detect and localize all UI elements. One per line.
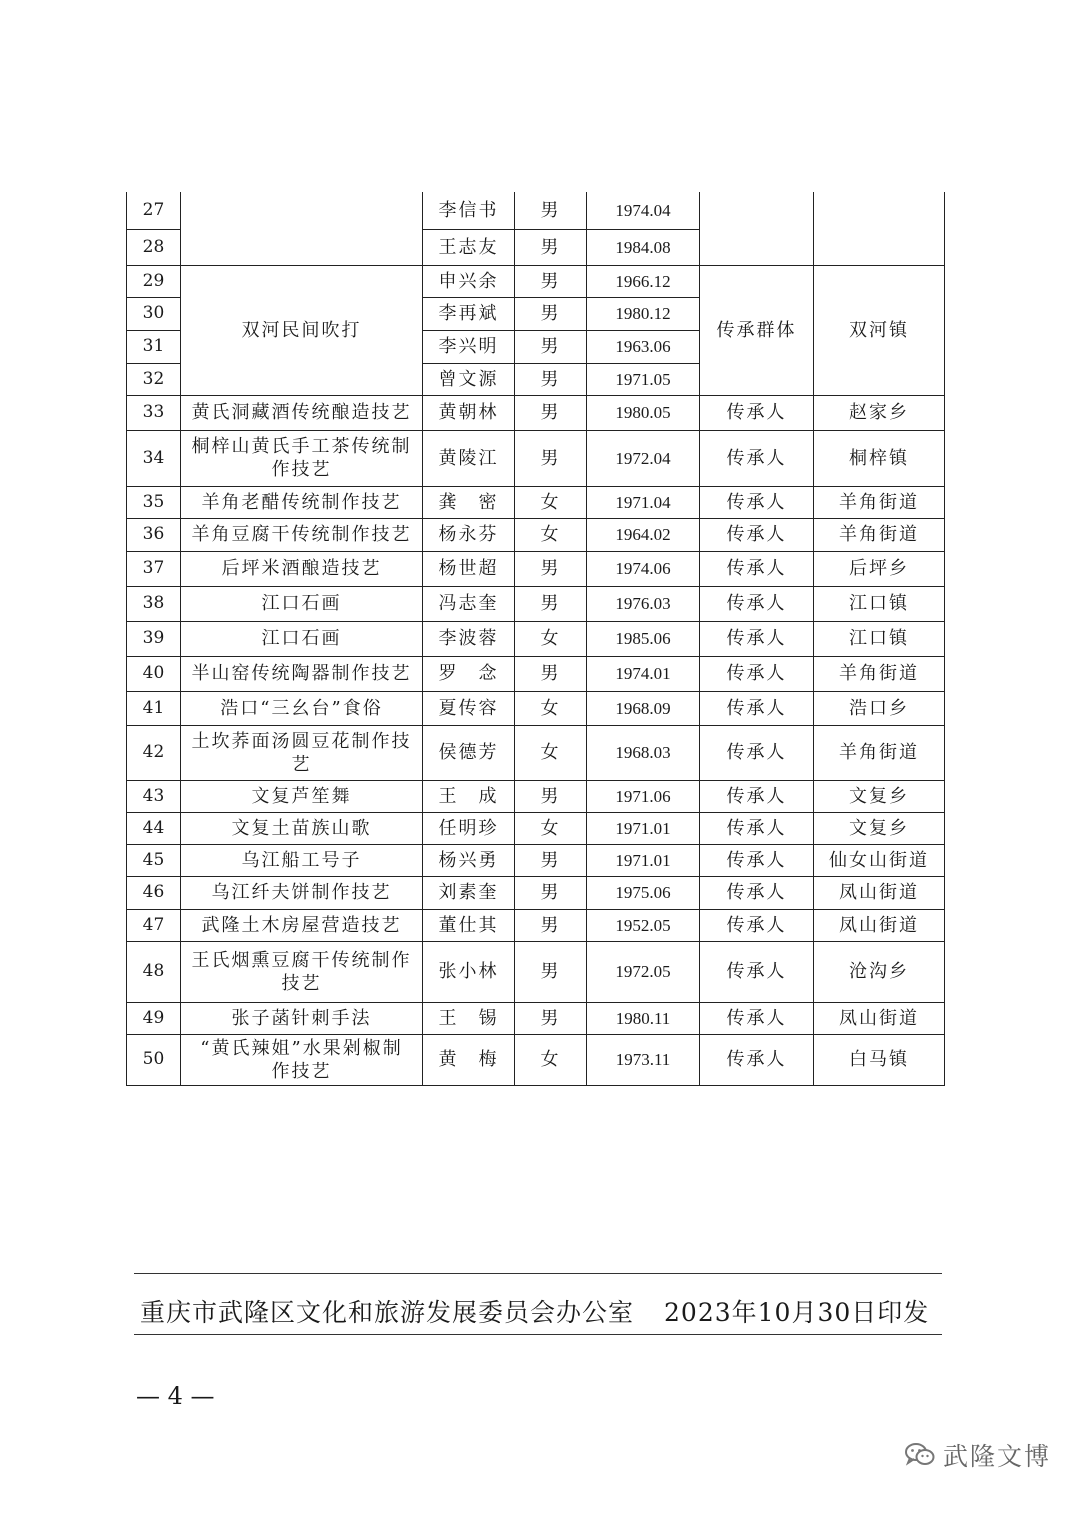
gender: 男 [515, 1002, 587, 1034]
birth-date: 1974.06 [587, 551, 700, 586]
birth-date: 1971.04 [587, 486, 700, 518]
inheritor-name: 李兴明 [423, 330, 515, 363]
region: 羊角街道 [814, 518, 945, 551]
inheritor-name: 任明珍 [423, 812, 515, 844]
inheritor-name: 黄陵江 [423, 430, 515, 486]
table-row [127, 725, 945, 780]
row-number: 27 [127, 192, 181, 229]
region: 江口镇 [814, 621, 945, 656]
table-row [127, 691, 945, 725]
birth-date: 1972.05 [587, 941, 700, 1002]
row-number: 30 [127, 297, 181, 330]
gender: 女 [515, 1034, 587, 1085]
category: 传承人 [700, 691, 814, 725]
project-name: 浩口“三幺台”食俗 [181, 691, 423, 725]
region: 后坪乡 [814, 551, 945, 586]
region: 凤山街道 [814, 909, 945, 941]
project-name: 张子菡针刺手法 [181, 1002, 423, 1034]
inheritor-name: 董仕其 [423, 909, 515, 941]
category: 传承人 [700, 486, 814, 518]
table-row [127, 812, 945, 844]
region: 羊角街道 [814, 486, 945, 518]
inheritor-name: 杨兴勇 [423, 844, 515, 876]
region: 桐梓镇 [814, 430, 945, 486]
gender: 女 [515, 518, 587, 551]
project-name: 文复芦笙舞 [181, 780, 423, 812]
region: 仙女山街道 [814, 844, 945, 876]
row-number: 28 [127, 229, 181, 265]
inheritor-name: 张小林 [423, 941, 515, 1002]
region: 赵家乡 [814, 395, 945, 430]
birth-date: 1963.06 [587, 330, 700, 363]
issuing-office: 重庆市武隆区文化和旅游发展委员会办公室 [140, 1298, 635, 1327]
gender: 女 [515, 812, 587, 844]
region: 羊角街道 [814, 725, 945, 780]
project-name: 武隆土木房屋营造技艺 [181, 909, 423, 941]
inheritor-name: 曾文源 [423, 363, 515, 395]
project-name: 江口石画 [181, 586, 423, 621]
table-row [127, 876, 945, 909]
category: 传承人 [700, 780, 814, 812]
row-number: 36 [127, 518, 181, 551]
category: 传承人 [700, 1002, 814, 1034]
watermark-text: 武隆文博 [943, 1442, 1052, 1471]
inheritor-name: 侯德芳 [423, 725, 515, 780]
region: 羊角街道 [814, 656, 945, 691]
category: 传承人 [700, 656, 814, 691]
birth-date: 1971.01 [587, 812, 700, 844]
birth-date: 1952.05 [587, 909, 700, 941]
gender: 男 [515, 941, 587, 1002]
gender: 男 [515, 876, 587, 909]
row-number: 34 [127, 430, 181, 486]
birth-date: 1973.11 [587, 1034, 700, 1085]
inheritor-name: 申兴余 [423, 265, 515, 297]
region: 文复乡 [814, 812, 945, 844]
category: 传承群体 [700, 265, 814, 395]
project-name: 羊角豆腐干传统制作技艺 [181, 518, 423, 551]
region: 凤山街道 [814, 1002, 945, 1034]
project-name: 后坪米酒酿造技艺 [181, 551, 423, 586]
gender: 男 [515, 330, 587, 363]
row-number: 50 [127, 1034, 181, 1085]
project-name: 土坎荞面汤圆豆花制作技艺 [181, 725, 423, 780]
row-number: 31 [127, 330, 181, 363]
row-number: 39 [127, 621, 181, 656]
table-row [127, 1002, 945, 1034]
project-name: 文复土苗族山歌 [181, 812, 423, 844]
project-name [181, 192, 423, 265]
birth-date: 1975.06 [587, 876, 700, 909]
inheritor-name: 杨世超 [423, 551, 515, 586]
gender: 男 [515, 551, 587, 586]
issue-date: 2023年10月30日印发 [664, 1298, 930, 1327]
wechat-icon [905, 1442, 935, 1468]
region: 凤山街道 [814, 876, 945, 909]
inheritor-name: 夏传容 [423, 691, 515, 725]
project-name: 桐梓山黄氏手工茶传统制作技艺 [181, 430, 423, 486]
row-number: 48 [127, 941, 181, 1002]
row-number: 37 [127, 551, 181, 586]
footer-bottom-rule [134, 1334, 942, 1335]
project-name: 江口石画 [181, 621, 423, 656]
inheritor-name: 龚 密 [423, 486, 515, 518]
row-number: 42 [127, 725, 181, 780]
issuer-line [140, 1293, 940, 1329]
category: 传承人 [700, 909, 814, 941]
category [700, 192, 814, 265]
inheritor-name: 李信书 [423, 192, 515, 229]
gender: 女 [515, 621, 587, 656]
gender: 男 [515, 586, 587, 621]
inheritor-name: 王 成 [423, 780, 515, 812]
table-row [127, 518, 945, 551]
row-number: 45 [127, 844, 181, 876]
table-row [127, 941, 945, 1002]
birth-date: 1985.06 [587, 621, 700, 656]
category: 传承人 [700, 812, 814, 844]
region: 浩口乡 [814, 691, 945, 725]
gender: 男 [515, 844, 587, 876]
birth-date: 1976.03 [587, 586, 700, 621]
heritage-inheritor-table [126, 192, 945, 1086]
project-name: “黄氏辣姐”水果剁椒制作技艺 [181, 1034, 423, 1085]
inheritor-name: 罗 念 [423, 656, 515, 691]
row-number: 40 [127, 656, 181, 691]
project-name: 王氏烟熏豆腐干传统制作技艺 [181, 941, 423, 1002]
birth-date: 1968.09 [587, 691, 700, 725]
birth-date: 1980.11 [587, 1002, 700, 1034]
gender: 男 [515, 265, 587, 297]
inheritor-name: 冯志奎 [423, 586, 515, 621]
region: 文复乡 [814, 780, 945, 812]
birth-date: 1968.03 [587, 725, 700, 780]
project-name: 羊角老醋传统制作技艺 [181, 486, 423, 518]
category: 传承人 [700, 725, 814, 780]
inheritor-name: 黄 梅 [423, 1034, 515, 1085]
row-number: 46 [127, 876, 181, 909]
project-name: 乌江纤夫饼制作技艺 [181, 876, 423, 909]
table-row [127, 192, 945, 229]
inheritor-name: 黄朝林 [423, 395, 515, 430]
table-row [127, 395, 945, 430]
row-number: 33 [127, 395, 181, 430]
table-row [127, 551, 945, 586]
project-name: 黄氏洞藏酒传统酿造技艺 [181, 395, 423, 430]
gender: 女 [515, 725, 587, 780]
category: 传承人 [700, 395, 814, 430]
table-row [127, 1034, 945, 1085]
table-row [127, 586, 945, 621]
gender: 男 [515, 192, 587, 229]
row-number: 41 [127, 691, 181, 725]
row-number: 35 [127, 486, 181, 518]
inheritor-name: 刘素奎 [423, 876, 515, 909]
table-row [127, 430, 945, 486]
gender: 男 [515, 395, 587, 430]
table-row [127, 621, 945, 656]
category: 传承人 [700, 1034, 814, 1085]
footer-top-rule [134, 1273, 942, 1274]
table-row [127, 486, 945, 518]
birth-date: 1971.05 [587, 363, 700, 395]
inheritor-name: 李波蓉 [423, 621, 515, 656]
source-watermark [905, 1435, 1051, 1475]
project-name: 半山窑传统陶器制作技艺 [181, 656, 423, 691]
category: 传承人 [700, 518, 814, 551]
row-number: 32 [127, 363, 181, 395]
birth-date: 1974.04 [587, 192, 700, 229]
category: 传承人 [700, 551, 814, 586]
row-number: 43 [127, 780, 181, 812]
page-number: — 4 — [136, 1382, 215, 1410]
row-number: 38 [127, 586, 181, 621]
gender: 男 [515, 229, 587, 265]
table-row [127, 909, 945, 941]
gender: 女 [515, 691, 587, 725]
region [814, 192, 945, 265]
inheritor-name: 杨永芬 [423, 518, 515, 551]
category: 传承人 [700, 621, 814, 656]
gender: 男 [515, 297, 587, 330]
inheritor-name: 李再斌 [423, 297, 515, 330]
birth-date: 1974.01 [587, 656, 700, 691]
birth-date: 1971.06 [587, 780, 700, 812]
birth-date: 1980.12 [587, 297, 700, 330]
table-row [127, 844, 945, 876]
category: 传承人 [700, 844, 814, 876]
category: 传承人 [700, 586, 814, 621]
project-name: 双河民间吹打 [181, 265, 423, 395]
birth-date: 1966.12 [587, 265, 700, 297]
category: 传承人 [700, 941, 814, 1002]
region: 沧沟乡 [814, 941, 945, 1002]
table-row [127, 265, 945, 297]
category: 传承人 [700, 430, 814, 486]
project-name: 乌江船工号子 [181, 844, 423, 876]
gender: 男 [515, 363, 587, 395]
birth-date: 1964.02 [587, 518, 700, 551]
gender: 男 [515, 430, 587, 486]
table-row [127, 656, 945, 691]
row-number: 29 [127, 265, 181, 297]
gender: 男 [515, 656, 587, 691]
category: 传承人 [700, 876, 814, 909]
region: 双河镇 [814, 265, 945, 395]
inheritor-name: 王 锡 [423, 1002, 515, 1034]
birth-date: 1971.01 [587, 844, 700, 876]
row-number: 44 [127, 812, 181, 844]
row-number: 49 [127, 1002, 181, 1034]
gender: 男 [515, 780, 587, 812]
region: 江口镇 [814, 586, 945, 621]
birth-date: 1972.04 [587, 430, 700, 486]
gender: 女 [515, 486, 587, 518]
gender: 男 [515, 909, 587, 941]
birth-date: 1984.08 [587, 229, 700, 265]
table-row [127, 780, 945, 812]
region: 白马镇 [814, 1034, 945, 1085]
birth-date: 1980.05 [587, 395, 700, 430]
inheritor-name: 王志友 [423, 229, 515, 265]
row-number: 47 [127, 909, 181, 941]
